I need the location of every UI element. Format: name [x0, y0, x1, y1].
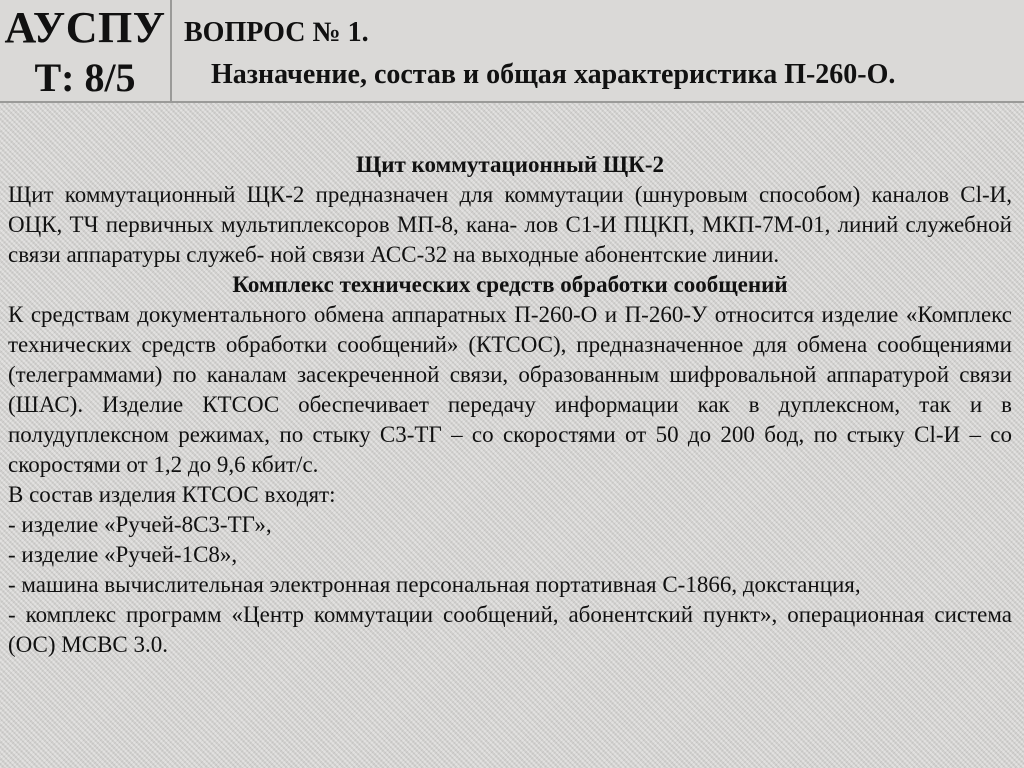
question-number: ВОПРОС № 1. [184, 17, 369, 48]
list-item: - машина вычислительная электронная персональная портативная С-1866, докстанция, [8, 572, 861, 597]
list-item: - изделие «Ручей-1С8», [8, 542, 238, 567]
question-title: Назначение, состав и общая характеристика П-260-О. [211, 59, 896, 90]
section-text-shk2: Щит коммутационный ЩК-2 предназначен для коммутации (шнуровым способом) каналов Сl-И, ОЦК, ТЧ первичных мультиплексоров МП-8, кана- лов С1-И ПЦКП, МКП-7М-01, линий служебной связи аппаратуры служеб- ной связи АСС-32 на выходные абонентские линии. [8, 182, 1012, 267]
composition-intro: В состав изделия КТСОС входят: [8, 482, 336, 507]
document-content [8, 150, 1012, 660]
section-text-ktsos: К средствам документального обмена аппаратных П-260-О и П-260-У относится изделие «Комплекс технических средств обработки сообщений» (КТСОС), предназначенное для обмена сообщениями (телеграммами) по каналам засекреченной связи, образованным шифровальной аппаратурой связи (ШАС). Изделие КТСОС обеспечивает передачу информации как в дуплексном, так и в полудуплексном режимах, по стыку С3-ТГ – со скоростями от 50 до 200 бод, по стыку Сl-И – со скоростями от 1,2 до 9,6 кбит/с. [8, 302, 1012, 477]
course-code: АУСПУ [4, 2, 166, 52]
question-box [172, 0, 1024, 103]
section-title-shk2: Щит коммутационный ЩК-2 [355, 152, 665, 177]
list-item: - изделие «Ручей-8С3-ТГ», [8, 512, 272, 537]
section-title-ktsos: Комплекс технических средств обработки сообщений [232, 272, 788, 297]
list-item: - комплекс программ «Центр коммутации сообщений, абонентский пункт», операционная система (ОС) МСВС 3.0. [8, 602, 1012, 657]
course-code-box [0, 0, 172, 103]
slide-header [0, 0, 1024, 103]
topic-number: Т: 8/5 [34, 54, 136, 100]
